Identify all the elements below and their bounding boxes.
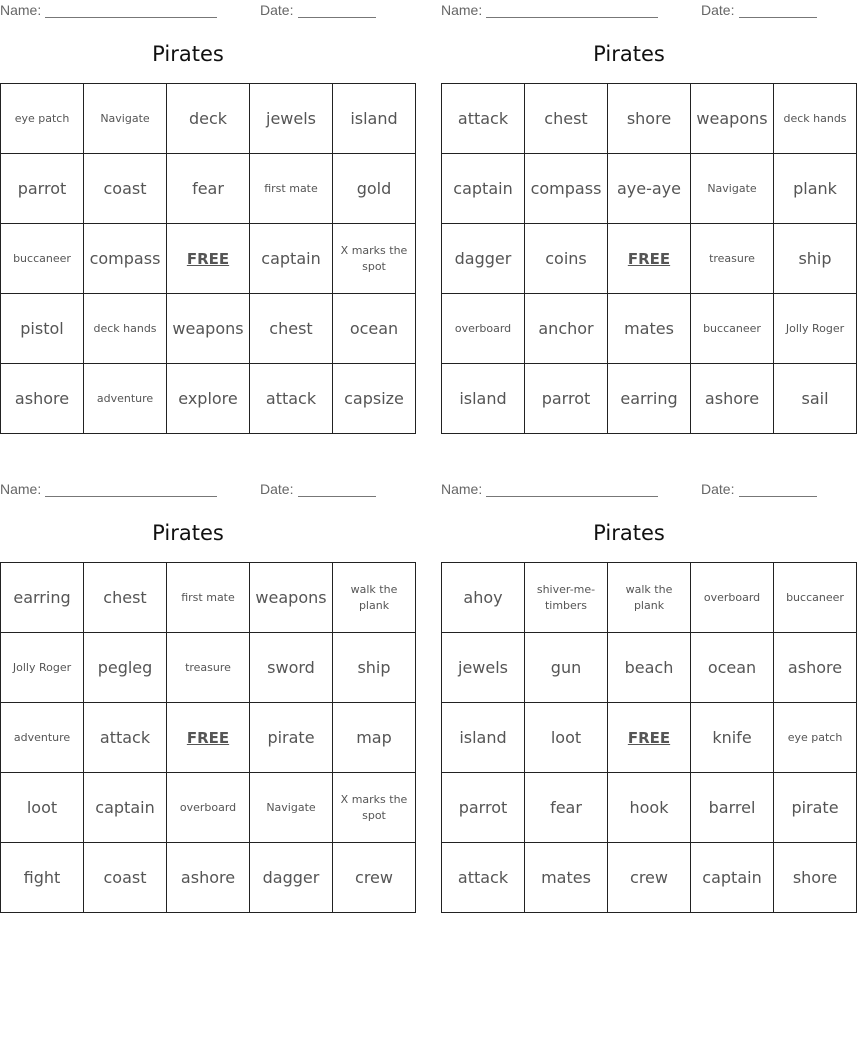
grid-row [442,633,857,703]
bingo-cell: jewels [442,633,525,703]
card-header [0,2,376,20]
bingo-cell: loot [1,773,84,843]
bingo-cell: anchor [525,294,608,364]
bingo-grid [0,562,416,913]
bingo-cell: treasure [167,633,250,703]
date-label: Date: [701,2,735,18]
grid-row [1,154,416,224]
bingo-cell: map [333,703,416,773]
name-line [45,496,217,497]
bingo-cell: earring [608,364,691,434]
bingo-cell: overboard [442,294,525,364]
free-space: FREE [608,703,691,773]
bingo-cell: hook [608,773,691,843]
bingo-cell: pegleg [84,633,167,703]
bingo-cell: ashore [167,843,250,913]
grid-row [442,154,857,224]
bingo-cell: Jolly Roger [1,633,84,703]
bingo-cell: ship [774,224,857,294]
free-space: FREE [167,703,250,773]
grid-row [1,364,416,434]
bingo-cell: ocean [333,294,416,364]
bingo-cell: shore [774,843,857,913]
card-header [441,2,817,20]
bingo-cell: explore [167,364,250,434]
bingo-cell: mates [525,843,608,913]
bingo-card-4 [441,479,844,919]
bingo-cell: coast [84,843,167,913]
bingo-cell: shore [608,84,691,154]
bingo-cell: loot [525,703,608,773]
grid-row [1,633,416,703]
card-title: Pirates [152,42,224,66]
bingo-cell: adventure [1,703,84,773]
grid-row [442,563,857,633]
bingo-cell: barrel [691,773,774,843]
date-label: Date: [260,2,294,18]
bingo-cell: parrot [1,154,84,224]
bingo-cell: Jolly Roger [774,294,857,364]
bingo-cell: overboard [691,563,774,633]
bingo-cell: island [442,703,525,773]
bingo-cell: first mate [250,154,333,224]
bingo-cell: sail [774,364,857,434]
bingo-cell: weapons [250,563,333,633]
bingo-cell: eye patch [1,84,84,154]
bingo-cell: crew [333,843,416,913]
bingo-cell: Navigate [250,773,333,843]
name-line [486,17,658,18]
bingo-cell: gun [525,633,608,703]
bingo-cell: Navigate [84,84,167,154]
grid-row [442,843,857,913]
bingo-cell: buccaneer [774,563,857,633]
bingo-cell: walk the plank [333,563,416,633]
bingo-cell: coast [84,154,167,224]
bingo-cell: attack [250,364,333,434]
date-line [739,17,817,18]
bingo-cell: aye-aye [608,154,691,224]
card-header [441,481,817,499]
card-title: Pirates [593,42,665,66]
bingo-cell: eye patch [774,703,857,773]
date-line [298,17,376,18]
bingo-cell: weapons [167,294,250,364]
bingo-cell: attack [442,84,525,154]
bingo-card-3 [0,479,408,919]
bingo-cell: attack [442,843,525,913]
bingo-cell: ahoy [442,563,525,633]
grid-row [442,84,857,154]
bingo-cell: fight [1,843,84,913]
card-title: Pirates [593,521,665,545]
bingo-cell: dagger [442,224,525,294]
bingo-card-1 [0,0,408,440]
date-label: Date: [260,481,294,497]
bingo-cell: earring [1,563,84,633]
bingo-cell: compass [84,224,167,294]
bingo-cell: captain [691,843,774,913]
bingo-cell: island [333,84,416,154]
bingo-cell: overboard [167,773,250,843]
bingo-cell: capsize [333,364,416,434]
bingo-cell: attack [84,703,167,773]
bingo-cell: ship [333,633,416,703]
name-label: Name: [441,481,483,497]
bingo-cell: coins [525,224,608,294]
bingo-cell: captain [250,224,333,294]
bingo-grid [0,83,416,434]
bingo-cell: ashore [1,364,84,434]
bingo-cell: parrot [442,773,525,843]
bingo-cell: dagger [250,843,333,913]
bingo-cell: deck hands [84,294,167,364]
name-line [45,17,217,18]
bingo-cell: pirate [250,703,333,773]
bingo-cell: deck hands [774,84,857,154]
bingo-cell: pistol [1,294,84,364]
bingo-cell: sword [250,633,333,703]
bingo-cell: shiver-me-timbers [525,563,608,633]
grid-row [442,703,857,773]
grid-row [1,773,416,843]
bingo-cell: treasure [691,224,774,294]
bingo-cell: plank [774,154,857,224]
bingo-cell: ashore [691,364,774,434]
bingo-cell: buccaneer [1,224,84,294]
bingo-cell: Navigate [691,154,774,224]
grid-row [442,294,857,364]
date-line [739,496,817,497]
grid-row [442,224,857,294]
grid-row [1,84,416,154]
bingo-cell: X marks the spot [333,773,416,843]
grid-row [1,843,416,913]
grid-row [1,224,416,294]
bingo-cell: parrot [525,364,608,434]
bingo-cell: fear [525,773,608,843]
bingo-cell: first mate [167,563,250,633]
bingo-cell: captain [442,154,525,224]
bingo-cell: knife [691,703,774,773]
bingo-cell: captain [84,773,167,843]
date-line [298,496,376,497]
name-line [486,496,658,497]
bingo-cell: buccaneer [691,294,774,364]
bingo-cell: mates [608,294,691,364]
grid-row [1,294,416,364]
bingo-cell: walk the plank [608,563,691,633]
date-label: Date: [701,481,735,497]
bingo-cell: adventure [84,364,167,434]
bingo-cell: compass [525,154,608,224]
bingo-grid [441,562,857,913]
bingo-cell: X marks the spot [333,224,416,294]
bingo-cell: fear [167,154,250,224]
bingo-cell: ashore [774,633,857,703]
grid-row [442,773,857,843]
name-label: Name: [0,481,42,497]
card-header [0,481,376,499]
grid-row [442,364,857,434]
bingo-cell: crew [608,843,691,913]
grid-row [1,703,416,773]
grid-row [1,563,416,633]
bingo-cell: island [442,364,525,434]
bingo-cell: weapons [691,84,774,154]
bingo-cell: jewels [250,84,333,154]
bingo-cell: pirate [774,773,857,843]
bingo-cell: gold [333,154,416,224]
bingo-cell: chest [250,294,333,364]
bingo-cell: beach [608,633,691,703]
card-title: Pirates [152,521,224,545]
bingo-cell: chest [525,84,608,154]
bingo-card-2 [441,0,847,440]
bingo-cell: ocean [691,633,774,703]
free-space: FREE [608,224,691,294]
free-space: FREE [167,224,250,294]
name-label: Name: [0,2,42,18]
bingo-grid [441,83,857,434]
bingo-cell: deck [167,84,250,154]
bingo-cell: chest [84,563,167,633]
name-label: Name: [441,2,483,18]
